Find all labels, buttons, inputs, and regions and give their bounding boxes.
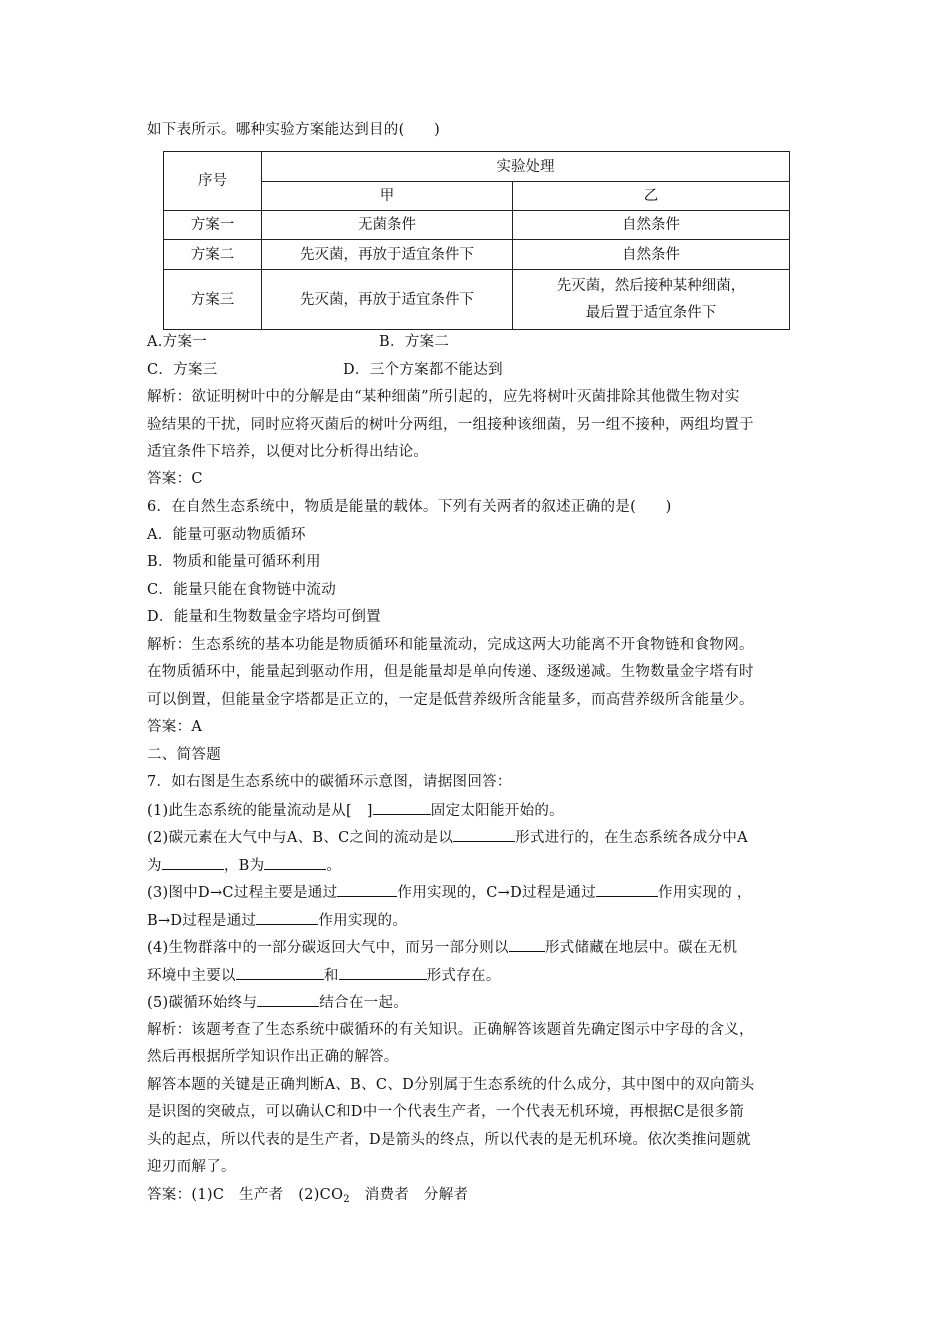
q5-options-ab	[147, 332, 449, 352]
q6-analysis: 可以倒置，但能量金字塔都是正立的，一定是低营养级所含能量多，而高营养级所含能量少。	[147, 692, 754, 708]
q6-option-a: A．能量可驱动物质循环	[147, 527, 306, 543]
table-cell	[513, 270, 790, 330]
q7-analysis: 解答本题的关键是正确判断A、B、C、D分别属于生态系统的什么成分，其中图中的双向箭头	[147, 1077, 755, 1093]
text-span: 环境中主要以	[147, 968, 236, 984]
answer-blank	[257, 992, 319, 1007]
answer-blank	[256, 910, 318, 925]
text-span: 消费者 分解者	[349, 1187, 469, 1203]
section-title: 二、简答题	[147, 747, 221, 763]
text-span: (4)生物群落中的一部分碳返回大气中，而另一部分则以	[147, 940, 509, 956]
answer-blank	[596, 882, 658, 897]
text-span: 和	[323, 968, 339, 984]
answer-blank	[373, 800, 431, 815]
text-span: (5)碳循环始终与	[147, 995, 258, 1011]
q6-option-d: D．能量和生物数量金字塔均可倒置	[147, 609, 381, 625]
q7-part-4	[147, 937, 737, 958]
q5-analysis: 适宜条件下培养，以便对比分析得出结论。	[147, 444, 429, 460]
q7-part-2	[147, 827, 748, 848]
table-header-col-a: 甲	[262, 182, 513, 211]
q6-stem: 6．在自然生态系统中，物质是能量的载体。下列有关两者的叙述正确的是( )	[147, 499, 672, 515]
table-cell-line: 最后置于适宜条件下	[585, 304, 717, 321]
table-cell: 方案二	[164, 240, 262, 270]
option-a: A.方案一	[147, 334, 208, 350]
option-c: C．方案三	[147, 362, 218, 378]
q7-part-4-cont	[147, 965, 501, 986]
text-span: 形式存在。	[426, 968, 501, 984]
text-span: (3)图中D→C过程主要是通过	[147, 885, 338, 901]
q5-analysis: 验结果的干扰，同时应将灭菌后的树叶分两组，一组接种该细菌，另一组不接种，两组均置于	[147, 417, 754, 433]
table-row	[164, 270, 790, 330]
table-header-treatment: 实验处理	[262, 152, 790, 182]
table-row	[164, 240, 790, 270]
q5-options-cd	[147, 360, 503, 380]
text-span: 作用实现的，C→D过程是通过	[397, 885, 596, 901]
answer-blank	[162, 855, 224, 870]
answer-blank	[509, 937, 545, 952]
experiment-table	[163, 151, 790, 330]
text-span: 作用实现的。	[318, 913, 408, 929]
text-span: 结合在一起。	[319, 995, 409, 1011]
answer-blank	[337, 882, 397, 897]
text-span: 答案：(1)C 生产者 (2)CO	[147, 1187, 344, 1203]
q7-analysis: 头的起点，所以代表的是生产者，D是箭头的终点，所以代表的是无机环境。依次类推问题就	[147, 1132, 751, 1148]
table-cell: 自然条件	[513, 211, 790, 240]
q5-stem: 如下表所示。哪种实验方案能达到目的( )	[147, 122, 441, 138]
q6-analysis: 在物质循环中，能量起到驱动作用，但是能量却是单向传递、逐级递减。生物数量金字塔有时	[147, 664, 754, 680]
text-span: 形式储藏在地层中。碳在无机	[544, 940, 738, 956]
subscript: 2	[343, 1194, 350, 1205]
text-span: (1)此生态系统的能量流动是从[ ]	[147, 803, 373, 819]
table-cell-line: 先灭菌，然后接种某种细菌，	[556, 277, 746, 294]
answer-blank	[264, 855, 326, 870]
q7-analysis: 是识图的突破点，可以确认C和D中一个代表生产者，一个代表无机环境，再根据C是很多箭	[147, 1104, 745, 1120]
answer-blank	[236, 965, 324, 980]
table-cell: 无菌条件	[262, 211, 513, 240]
q7-part-5	[147, 992, 408, 1013]
q5-analysis: 解析：欲证明树叶中的分解是由“某种细菌”所引起的，应先将树叶灭菌排除其他微生物对实	[147, 389, 740, 405]
text-span: 固定太阳能开始的。	[430, 803, 564, 819]
text-span: 为	[147, 858, 162, 874]
q5-answer: 答案：C	[147, 471, 203, 487]
q6-answer: 答案：A	[147, 719, 203, 735]
text-span: 作用实现的 ，	[658, 885, 752, 901]
table-cell: 先灭菌，再放于适宜条件下	[262, 240, 513, 270]
table-cell: 自然条件	[513, 240, 790, 270]
table-header-no: 序号	[164, 152, 262, 211]
q7-stem: 7．如右图是生态系统中的碳循环示意图，请据图回答：	[147, 774, 512, 790]
text-span: ，B为	[223, 858, 265, 874]
q6-option-c: C．能量只能在食物链中流动	[147, 582, 336, 598]
text-span: B→D过程是通过	[147, 913, 257, 929]
text-span: (2)碳元素在大气中与A、B、C之间的流动是以	[147, 830, 454, 846]
text-span: 形式进行的，在生态系统各成分中A	[515, 830, 748, 846]
q7-part-3-cont	[147, 910, 407, 931]
answer-blank	[453, 827, 515, 842]
text-span: 。	[326, 858, 342, 874]
q7-analysis: 然后再根据所学知识作出正确的解答。	[147, 1049, 399, 1065]
table-cell: 方案三	[164, 270, 262, 330]
q7-part-3	[147, 882, 752, 903]
q7-part-2-cont	[147, 855, 341, 876]
option-d: D．三个方案都不能达到	[343, 362, 503, 378]
q6-option-b: B．物质和能量可循环利用	[147, 554, 321, 570]
table-cell: 方案一	[164, 211, 262, 240]
table-row	[164, 211, 790, 240]
q7-analysis: 解析：该题考查了生态系统中碳循环的有关知识。正确解答该题首先确定图示中字母的含义，	[147, 1022, 754, 1038]
q7-analysis: 迎刃而解了。	[147, 1159, 236, 1175]
q7-part-1	[147, 800, 564, 821]
table-cell: 先灭菌，再放于适宜条件下	[262, 270, 513, 330]
table-header-col-b: 乙	[513, 182, 790, 211]
option-b: B．方案二	[379, 334, 450, 350]
q7-answer	[147, 1185, 468, 1210]
q6-analysis: 解析：生态系统的基本功能是物质循环和能量流动，完成这两大功能离不开食物链和食物网。	[147, 637, 754, 653]
answer-blank	[339, 965, 427, 980]
